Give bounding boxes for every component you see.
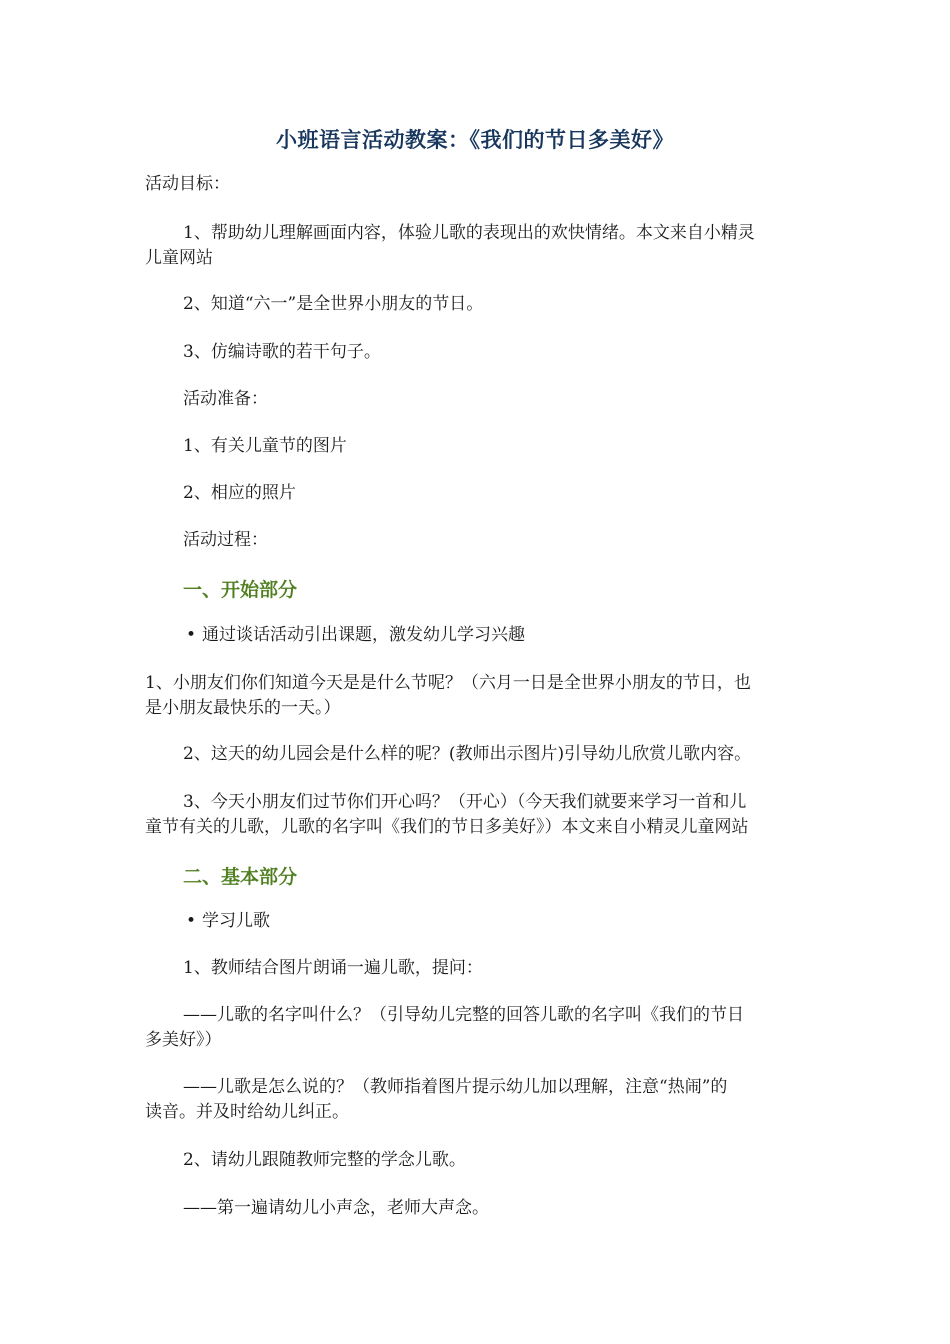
prep-label: 活动准备： — [183, 389, 268, 409]
section-1-bullet-text: 通过谈话活动引出课题，激发幼儿学习兴趣 — [202, 625, 526, 645]
section-2-item-2: 2、请幼儿跟随教师完整的学念儿歌。 — [183, 1150, 466, 1170]
section-2-heading: 二、基本部分 — [183, 866, 298, 888]
objectives-label: 活动目标： — [145, 174, 230, 194]
section-1-item-2: 2、这天的幼儿园会是什么样的呢？(教师出示图片)引导幼儿欣赏儿歌内容。 — [183, 744, 752, 764]
objective-3: 3、仿编诗歌的若干句子。 — [183, 342, 381, 362]
objective-1-line-2: 儿童网站 — [145, 248, 213, 268]
section-2-question-1-line-2: 多美好》） — [145, 1030, 222, 1050]
section-1-item-3-line-2: 童节有关的儿歌，儿歌的名字叫《我们的节日多美好》）本文来自小精灵儿童网站 — [145, 817, 749, 837]
section-2-question-1-line-1: ——儿歌的名字叫什么？（引导幼儿完整的回答儿歌的名字叫《我们的节日 — [183, 1005, 744, 1025]
section-2-item-1: 1、教师结合图片朗诵一遍儿歌，提问： — [183, 958, 483, 978]
document-title: 小班语言活动教案：《我们的节日多美好》 — [276, 128, 674, 152]
prep-item-2: 2、相应的照片 — [183, 483, 296, 503]
section-1-bullet — [186, 623, 525, 648]
objective-2: 2、知道“六一”是全世界小朋友的节日。 — [183, 294, 484, 314]
section-2-bullet — [186, 909, 270, 934]
section-1-item-3-line-1: 3、今天小朋友们过节你们开心吗？（开心）（今天我们就要来学习一首和儿 — [183, 792, 747, 812]
objective-1-line-1: 1、帮助幼儿理解画面内容，体验儿歌的表现出的欢快情绪。本文来自小精灵 — [183, 223, 755, 243]
section-2-question-2-line-2: 读音。并及时给幼儿纠正。 — [145, 1102, 349, 1122]
section-1-item-1-line-1: 1、小朋友们你们知道今天是是什么节呢？（六月一日是全世界小朋友的节日，也 — [145, 673, 751, 693]
section-1-item-1-line-2: 是小朋友最快乐的一天。） — [145, 698, 341, 718]
section-2-question-2-line-1: ——儿歌是怎么说的？（教师指着图片提示幼儿加以理解，注意“热闹”的 — [183, 1077, 728, 1097]
bullet-icon: • — [186, 911, 197, 931]
section-1-heading: 一、开始部分 — [183, 579, 298, 601]
process-label: 活动过程： — [183, 530, 268, 550]
prep-item-1: 1、有关儿童节的图片 — [183, 436, 347, 456]
section-2-item-2-sub-1: ——第一遍请幼儿小声念，老师大声念。 — [183, 1198, 489, 1218]
section-2-bullet-text: 学习儿歌 — [202, 911, 271, 931]
bullet-icon: • — [186, 625, 197, 645]
